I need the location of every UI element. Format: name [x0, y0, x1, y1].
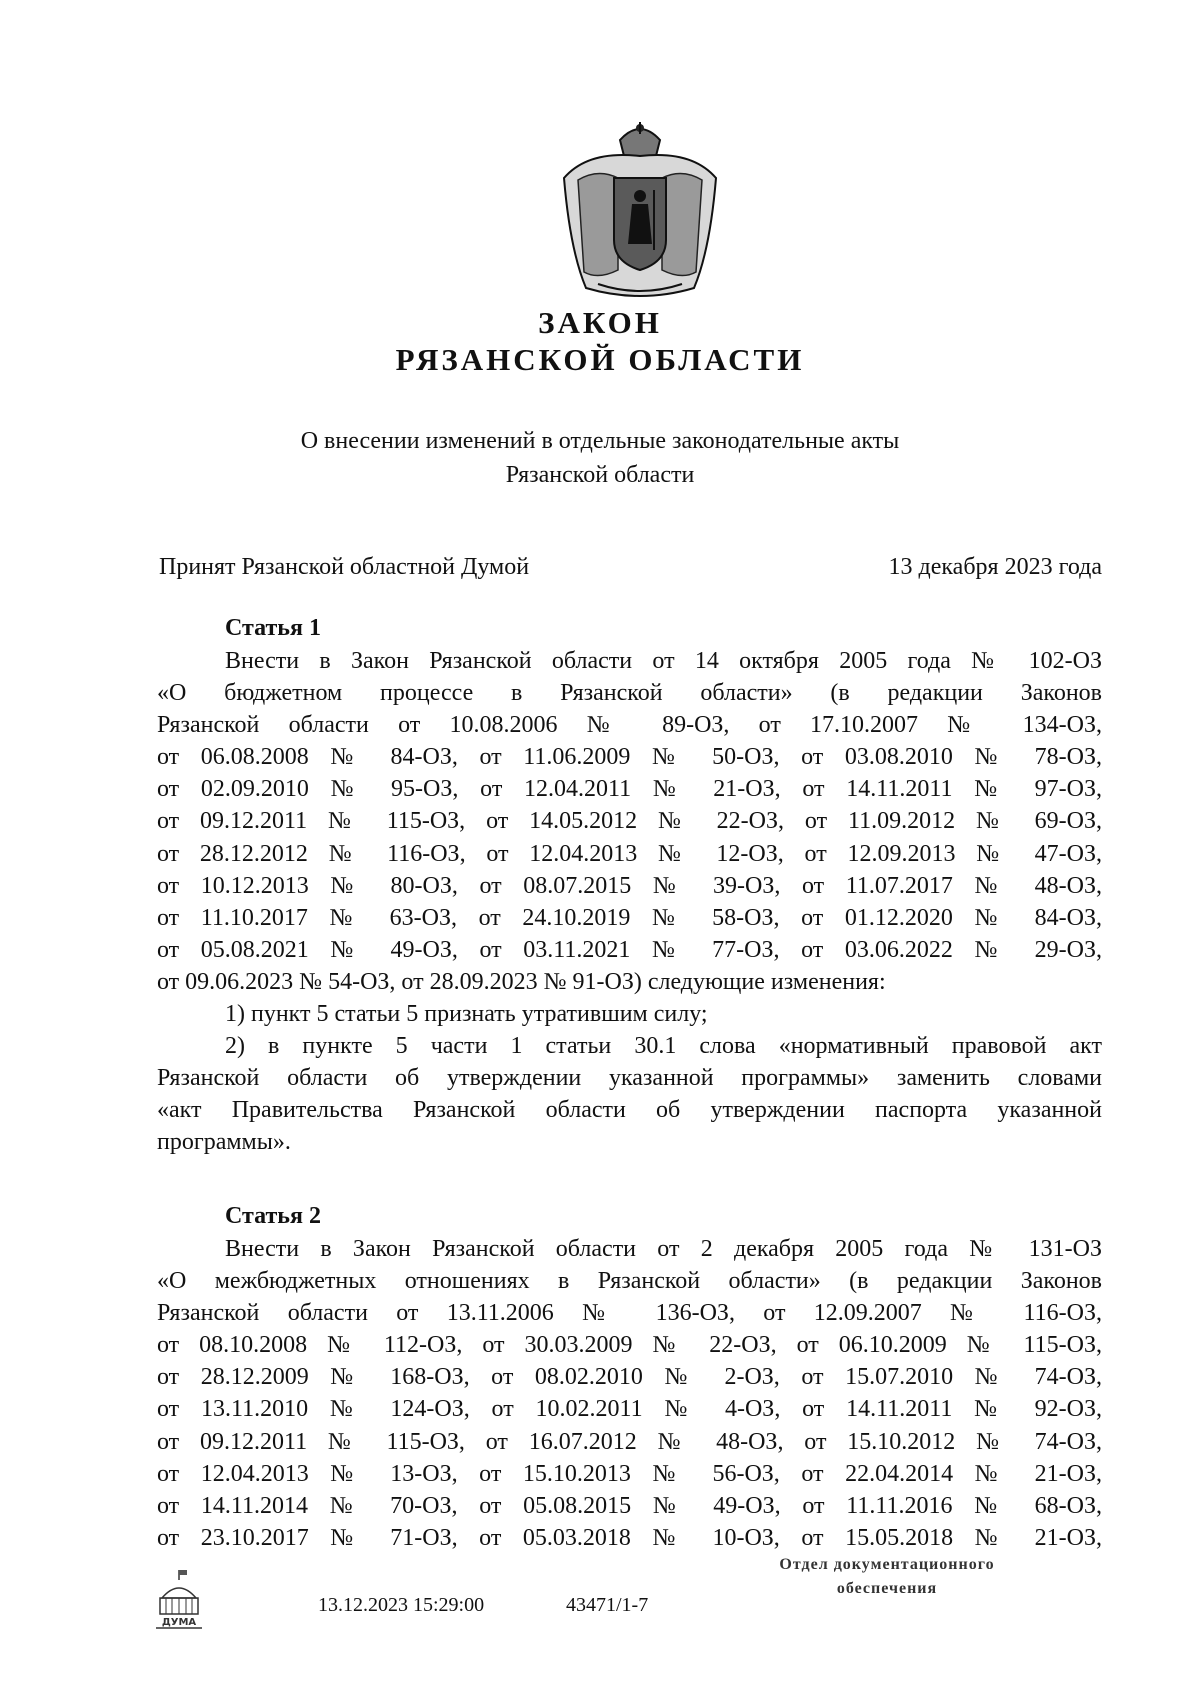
article-2-line: Рязанской области от 13.11.2006 № 136-ОЗ, от 12.09.2007 № 116-ОЗ,: [157, 1300, 1102, 1327]
article-1-line: от 10.12.2013 № 80-ОЗ, от 08.07.2015 № 39-ОЗ, от 11.07.2017 № 48-ОЗ,: [157, 872, 1102, 899]
article-2-line: от 09.12.2011 № 115-ОЗ, от 16.07.2012 № 48-ОЗ, от 15.10.2012 № 74-ОЗ,: [157, 1428, 1102, 1455]
article-1-line: от 28.12.2012 № 116-ОЗ, от 12.04.2013 № 12-ОЗ, от 12.09.2013 № 47-ОЗ,: [157, 840, 1102, 867]
article-1-line: от 09.06.2023 № 54-ОЗ, от 28.09.2023 № 91-ОЗ) следующие изменения:: [157, 968, 886, 995]
article-1-line: от 02.09.2010 № 95-ОЗ, от 12.04.2011 № 21-ОЗ, от 14.11.2011 № 97-ОЗ,: [157, 776, 1102, 803]
article-1-line: от 11.10.2017 № 63-ОЗ, от 24.10.2019 № 58-ОЗ, от 01.12.2020 № 84-ОЗ,: [157, 904, 1102, 931]
footer-department-stamp: [742, 1553, 1032, 1601]
article-1-line: от 09.12.2011 № 115-ОЗ, от 14.05.2012 № 22-ОЗ, от 11.09.2012 № 69-ОЗ,: [157, 808, 1102, 835]
article-1-line: Внести в Закон Рязанской области от 14 октября 2005 года № 102-ОЗ: [225, 648, 1102, 674]
dept-line2: обеспечения: [836, 1580, 938, 1597]
article-1-line: Рязанской области от 10.08.2006 № 89-ОЗ, от 17.10.2007 № 134-ОЗ,: [157, 712, 1102, 739]
article-2-line: от 12.04.2013 № 13-ОЗ, от 15.10.2013 № 56-ОЗ, от 22.04.2014 № 21-ОЗ,: [157, 1460, 1102, 1487]
article-2-line: от 14.11.2014 № 70-ОЗ, от 05.08.2015 № 49-ОЗ, от 11.11.2016 № 68-ОЗ,: [157, 1492, 1102, 1519]
law-title-line1: ЗАКОН: [538, 305, 662, 340]
subject-line1: О внесении изменений в отдельные законодательные акты: [300, 428, 900, 454]
coat-of-arms-emblem: [558, 120, 722, 304]
article-2-line: от 28.12.2009 № 168-ОЗ, от 08.02.2010 № 2-ОЗ, от 15.07.2010 № 74-ОЗ,: [157, 1364, 1102, 1391]
duma-logo: [150, 1568, 208, 1630]
adopted-by: Принят Рязанской областной Думой: [159, 554, 530, 580]
article-1-line: Рязанской области об утверждении указанной программы» заменить словами: [157, 1065, 1102, 1092]
article-1-line: программы».: [157, 1129, 291, 1156]
article-2-body: [157, 1233, 1102, 1554]
article-2: [157, 1200, 1102, 1554]
duma-logo-text: ДУМА: [161, 1617, 197, 1628]
article-2-line: от 23.10.2017 № 71-ОЗ, от 05.03.2018 № 10-ОЗ, от 15.05.2018 № 21-ОЗ,: [157, 1524, 1102, 1551]
article-1-body: [157, 645, 1102, 1159]
dept-line1: Отдел документационного: [779, 1556, 995, 1573]
law-subject: [0, 424, 1200, 492]
article-2-line: «О межбюджетных отношениях в Рязанской области» (в редакции Законов: [157, 1268, 1102, 1295]
article-1-item-2: 2) в пункте 5 части 1 статьи 30.1 слова «нормативный правовой акт: [225, 1033, 1102, 1060]
article-2-line: Внести в Закон Рязанской области от 2 декабря 2005 года № 131-ОЗ: [225, 1236, 1102, 1262]
article-2-line: от 13.11.2010 № 124-ОЗ, от 10.02.2011 № 4-ОЗ, от 14.11.2011 № 92-ОЗ,: [157, 1396, 1102, 1423]
article-1: [157, 612, 1102, 1159]
footer-timestamp: 13.12.2023 15:29:00: [318, 1594, 485, 1616]
footer-doc-number: 43471/1-7: [566, 1594, 649, 1616]
article-1-line: «О бюджетном процессе в Рязанской области» (в редакции Законов: [157, 680, 1102, 707]
article-1-item-1: 1) пункт 5 статьи 5 признать утратившим силу;: [225, 1001, 708, 1028]
law-title-line2: РЯЗАНСКОЙ ОБЛАСТИ: [395, 342, 805, 377]
article-1-line: от 06.08.2008 № 84-ОЗ, от 11.06.2009 № 50-ОЗ, от 03.08.2010 № 78-ОЗ,: [157, 744, 1102, 771]
article-2-line: от 08.10.2008 № 112-ОЗ, от 30.03.2009 № 22-ОЗ, от 06.10.2009 № 115-ОЗ,: [157, 1332, 1102, 1359]
adopted-date: 13 декабря 2023 года: [888, 554, 1102, 580]
subject-line2: Рязанской области: [505, 462, 695, 488]
article-1-line: от 05.08.2021 № 49-ОЗ, от 03.11.2021 № 77-ОЗ, от 03.06.2022 № 29-ОЗ,: [157, 936, 1102, 963]
article-1-line: «акт Правительства Рязанской области об утверждении паспорта указанной: [157, 1097, 1102, 1124]
article-2-heading: Статья 2: [225, 1203, 321, 1229]
article-1-heading: Статья 1: [225, 615, 321, 641]
